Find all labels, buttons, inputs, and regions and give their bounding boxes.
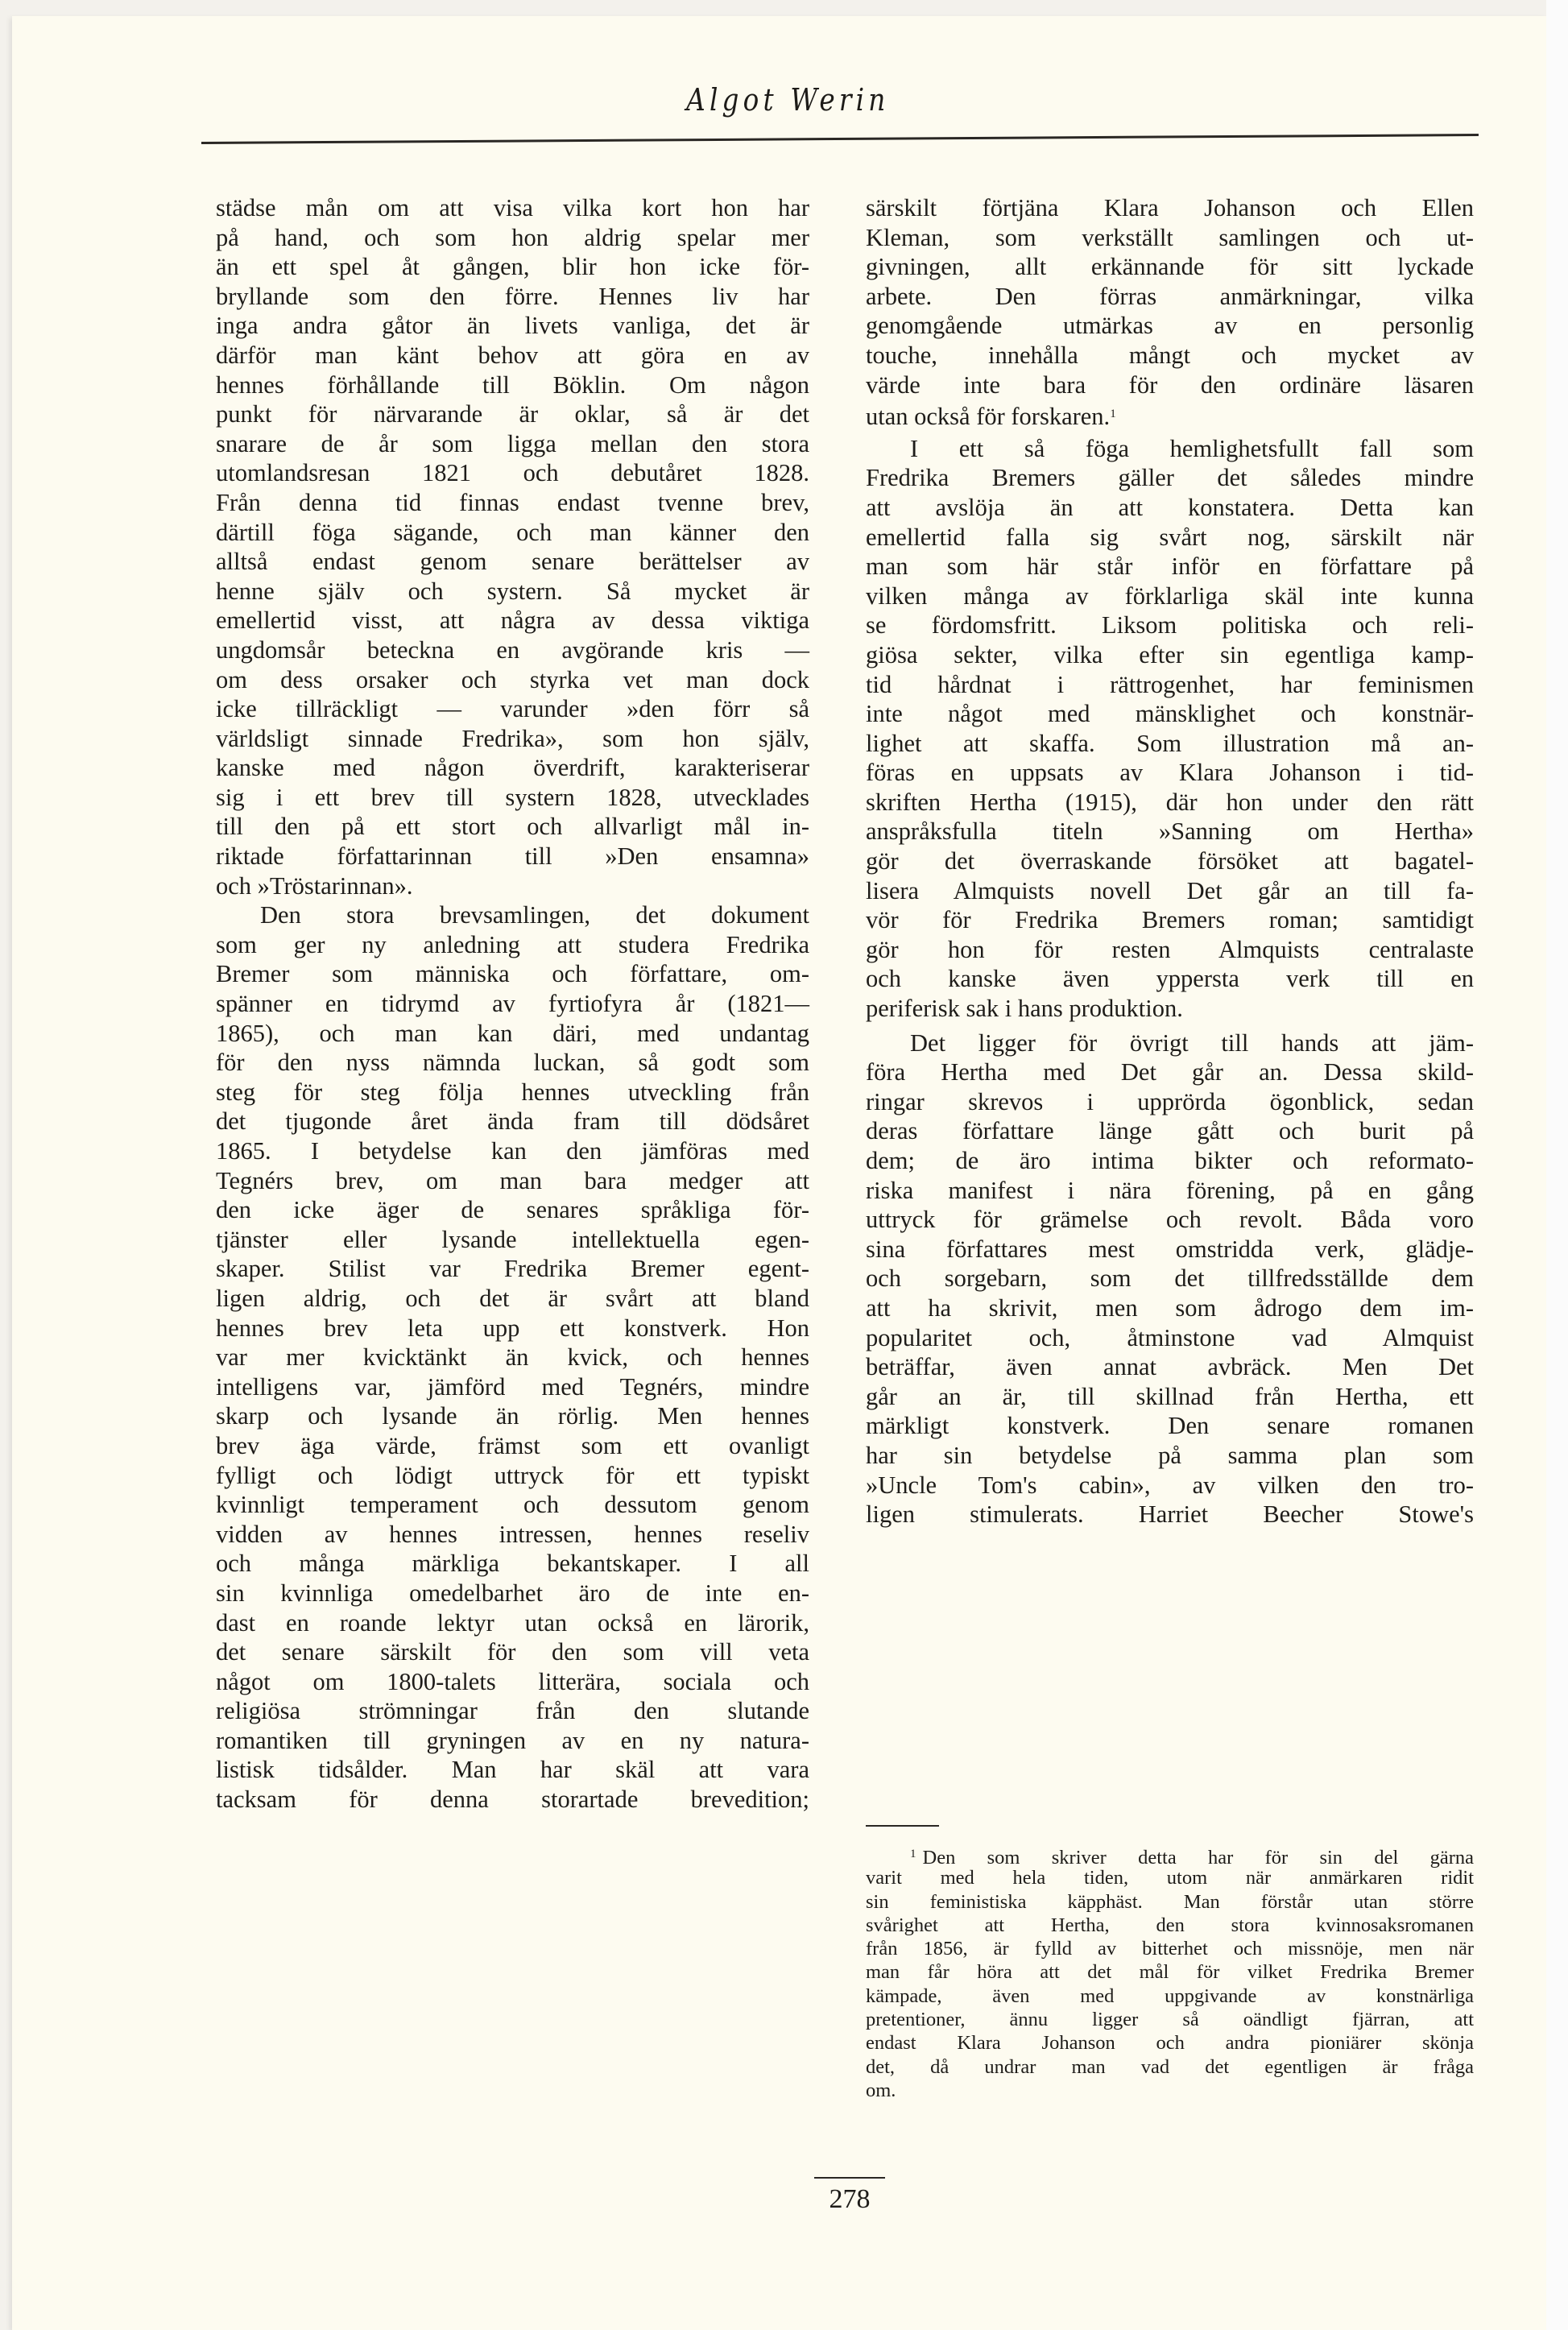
text-line: till den på ett stort och allvarligt mål in- xyxy=(216,813,809,841)
left-column xyxy=(216,193,809,1815)
text-line: lighet att skaffa. Som illustration må an- xyxy=(866,729,1474,757)
text-line: städse mån om att visa vilka kort hon har xyxy=(216,194,809,221)
text-line: »Uncle Tom's cabin», av vilken den tro- xyxy=(866,1471,1474,1499)
text-line: 1865), och man kan däri, med undantag xyxy=(216,1019,809,1047)
text-line: skaper. Stilist var Fredrika Bremer egent- xyxy=(216,1255,809,1283)
page-number-rule xyxy=(814,2177,885,2179)
text-line: beträffar, även annat avbräck. Men Det xyxy=(866,1353,1474,1381)
footnote-line: varit med hela tiden, utom när anmärkaren ridit xyxy=(866,1867,1474,1889)
paragraph-start-line: Den stora brevsamlingen, det dokument xyxy=(260,901,809,929)
text-line: romantiken till gryningen av en ny natura- xyxy=(216,1726,809,1754)
footnote-line: man får höra att det mål för vilket Fredrika Bremer xyxy=(866,1961,1474,1984)
footnote-line: svårighet att Hertha, den stora kvinnosaksromanen xyxy=(866,1914,1474,1936)
footnote xyxy=(866,1843,1474,2102)
text-line: sig i ett brev till systern 1828, utvecklades xyxy=(216,783,809,811)
text-line: ungdomsår beteckna en avgörande kris — xyxy=(216,635,809,664)
text-line: det senare särskilt för den som vill veta xyxy=(216,1638,809,1666)
footnote-line: endast Klara Johanson och andra pioniärer skönja xyxy=(866,2032,1474,2055)
text-line: och sorgebarn, som det tillfredsställde dem xyxy=(866,1264,1474,1293)
text-fragment: Den som skriver detta har för sin del gärna xyxy=(922,1847,1474,1869)
footnote-rule xyxy=(866,1825,939,1827)
text-line: popularitet och, åtminstone vad Almquist xyxy=(866,1323,1474,1351)
text-line: religiösa strömningar från den slutande xyxy=(216,1697,809,1725)
text-line: vör för Fredrika Bremers roman; samtidigt xyxy=(866,906,1474,934)
text-line: spänner en tidrymd av fyrtiofyra år (1821— xyxy=(216,990,809,1018)
text-line: giösa sekter, vilka efter sin egentliga kamp- xyxy=(866,640,1474,668)
text-line: brev äga värde, främst som ett ovanligt xyxy=(216,1431,809,1459)
footnote-reference[interactable]: 1 xyxy=(1110,408,1116,421)
footnote-line: om. xyxy=(866,2079,896,2101)
text-line: emellertid visst, att några av dessa viktiga xyxy=(216,606,809,635)
text-line: för den nyss nämnda luckan, så godt som xyxy=(216,1049,809,1077)
text-line: som ger ny anledning att studera Fredrika xyxy=(216,930,809,958)
footnote-line xyxy=(866,1843,1474,1869)
text-line: alltså endast genom senare berättelser av xyxy=(216,548,809,576)
text-line: Tegnérs brev, om man bara medger att xyxy=(216,1166,809,1194)
text-line: tacksam för denna storartade brevedition; xyxy=(216,1786,809,1814)
text-line: inga andra gåtor än livets vanliga, det är xyxy=(216,312,809,340)
text-line: riska manifest i nära förening, på en gång xyxy=(866,1176,1474,1204)
footnote-line: pretentioner, ännu ligger så oändligt fjärran, att xyxy=(866,2009,1474,2031)
header-rule xyxy=(201,134,1479,144)
text-line: genomgående utmärkas av en personlig xyxy=(866,312,1474,340)
text-line: kanske med någon överdrift, karakteriserar xyxy=(216,754,809,782)
text-line: har sin betydelse på samma plan som xyxy=(866,1441,1474,1469)
text-line: bryllande som den förre. Hennes liv har xyxy=(216,282,809,310)
text-line: ligen stimulerats. Harriet Beecher Stowe's xyxy=(866,1500,1474,1529)
scanned-page xyxy=(12,16,1546,2330)
text-line: därtill föga sägande, och man känner den xyxy=(216,518,809,546)
text-line: något om 1800-talets litterära, sociala och xyxy=(216,1667,809,1695)
text-line: fylligt och lödigt uttryck för ett typiskt xyxy=(216,1461,809,1489)
text-line: Från denna tid finnas endast tvenne brev, xyxy=(216,488,809,516)
footnote-line: kämpade, även med uppgivande av konstnärliga xyxy=(866,1984,1474,2007)
text-line: periferisk sak i hans produktion. xyxy=(866,995,1183,1023)
right-column xyxy=(866,193,1474,1529)
text-line: Fredrika Bremers gäller det således mindre xyxy=(866,464,1474,492)
text-line: ligen aldrig, och det är svårt att bland xyxy=(216,1284,809,1312)
text-line: lisera Almquists novell Det går an till fa- xyxy=(866,876,1474,904)
text-line: värde inte bara för den ordinäre läsaren xyxy=(866,370,1474,399)
text-line: att ha skrivit, men som ådrogo dem im- xyxy=(866,1293,1474,1322)
footnote-line: från 1856, är fylld av bitterhet och missnöje, men när xyxy=(866,1938,1474,1960)
text-line: 1865. I betydelse kan den jämföras med xyxy=(216,1137,809,1165)
text-line: hennes brev leta upp ett konstverk. Hon xyxy=(216,1314,809,1342)
text-line: riktade författarinnan till »Den ensamna» xyxy=(216,842,809,871)
text-line: föras en uppsats av Klara Johanson i tid- xyxy=(866,759,1474,787)
text-line: icke tillräckligt — varunder »den förr så xyxy=(216,695,809,723)
text-line: se fördomsfritt. Liksom politiska och reli- xyxy=(866,611,1474,639)
text-line: skriften Hertha (1915), där hon under den rätt xyxy=(866,788,1474,816)
scan-margin xyxy=(1546,0,1568,2330)
paragraph-start-line: Det ligger för övrigt till hands att jäm- xyxy=(910,1028,1474,1057)
page-number: 278 xyxy=(829,2184,871,2214)
text-line: vidden av hennes intressen, hennes reseliv xyxy=(216,1520,809,1548)
text-line: sina författares mest omstridda verk, glädje- xyxy=(866,1235,1474,1263)
text-line: märkligt konstverk. Den senare romanen xyxy=(866,1412,1474,1440)
text-line: den icke äger de senares språkliga för- xyxy=(216,1196,809,1224)
text-line: Bremer som människa och författare, om- xyxy=(216,960,809,988)
text-line: det tjugonde året ända fram till dödsåret xyxy=(216,1107,809,1136)
text-line: uttryck för grämelse och revolt. Båda voro xyxy=(866,1206,1474,1234)
text-line: man som här står inför en författare på xyxy=(866,552,1474,581)
paragraph-start-line: I ett så föga hemlighetsfullt fall som xyxy=(910,434,1474,462)
text-line: vilken många av förklarliga skäl inte kunna xyxy=(866,581,1474,610)
text-line: hennes förhållande till Böklin. Om någon xyxy=(216,370,809,399)
text-line: går an är, till skillnad från Hertha, ett xyxy=(866,1382,1474,1410)
text-line: kvinnligt temperament och dessutom genom xyxy=(216,1491,809,1519)
text-line: inte något med mänsklighet och konstnär- xyxy=(866,700,1474,728)
text-line: tid hårdnat i rättrogenhet, har feminismen xyxy=(866,670,1474,698)
text-line: ringar skrevos i upprörda ögonblick, sedan xyxy=(866,1087,1474,1115)
text-line: och »Tröstarinnan». xyxy=(216,871,413,900)
text-line: intelligens var, jämförd med Tegnérs, mindre xyxy=(216,1372,809,1401)
footnote-line: sin feministiska käpphäst. Man förstår utan större xyxy=(866,1890,1474,1913)
text-line: var mer kvicktänkt än kvick, och hennes xyxy=(216,1343,809,1372)
text-line: världsligt sinnade Fredrika», som hon själv, xyxy=(216,724,809,752)
text-line: dem; de äro intima bikter och reformato- xyxy=(866,1147,1474,1174)
text-line: deras författare länge gått och burit på xyxy=(866,1117,1474,1145)
text-line: tjänster eller lysande intellektuella egen- xyxy=(216,1225,809,1253)
text-line: att avslöja än att konstatera. Detta kan xyxy=(866,493,1474,521)
text-line: touche, innehålla mångt och mycket av xyxy=(866,341,1474,369)
text-line: punkt för närvarande är oklar, så är det xyxy=(216,400,809,428)
text-line: listisk tidsålder. Man har skäl att vara xyxy=(216,1756,809,1784)
text-line: än ett spel åt gången, blir hon icke för- xyxy=(216,253,809,281)
text-fragment: utan också för forskaren. xyxy=(866,403,1111,431)
text-line: snarare de år som ligga mellan den stora xyxy=(216,429,809,457)
footnote-marker: 1 xyxy=(910,1848,916,1860)
text-line: dast en roande lektyr utan också en lärorik, xyxy=(216,1608,809,1637)
text-line: utomlandsresan 1821 och debutåret 1828. xyxy=(216,459,809,487)
text-line: arbete. Den förras anmärkningar, vilka xyxy=(866,282,1474,310)
text-line: henne själv och systern. Så mycket är xyxy=(216,577,809,605)
text-line: på hand, och som hon aldrig spelar mer xyxy=(216,223,809,251)
text-line: därför man känt behov att göra en av xyxy=(216,341,809,369)
text-line: sin kvinnliga omedelbarhet äro de inte en- xyxy=(216,1579,809,1607)
text-line: gör det överraskande försöket att bagatel- xyxy=(866,847,1474,875)
text-line: givningen, allt erkännande för sitt lyckade xyxy=(866,253,1474,281)
text-line: skarp och lysande än rörlig. Men hennes xyxy=(216,1402,809,1430)
text-line: steg för steg följa hennes utveckling från xyxy=(216,1078,809,1106)
text-line: emellertid falla sig svårt nog, särskilt när xyxy=(866,523,1474,551)
running-head: Algot Werin xyxy=(686,82,890,118)
text-line: och många märkliga bekantskaper. I all xyxy=(216,1550,809,1578)
text-line-with-footnote-ref xyxy=(866,399,1474,429)
text-line: och kanske även yppersta verk till en xyxy=(866,965,1474,993)
text-line: särskilt förtjäna Klara Johanson och Ellen xyxy=(866,194,1474,221)
text-line: föra Hertha med Det går an. Dessa skild- xyxy=(866,1058,1474,1086)
footnote-line: det, då undrar man vad det egentligen är fråga xyxy=(866,2055,1474,2078)
text-line: om dess orsaker och styrka vet man dock xyxy=(216,665,809,693)
text-line: gör hon för resten Almquists centralaste xyxy=(866,935,1474,963)
text-line: anspråksfulla titeln »Sanning om Hertha» xyxy=(866,817,1474,846)
text-line: Kleman, som verkställt samlingen och ut- xyxy=(866,223,1474,251)
